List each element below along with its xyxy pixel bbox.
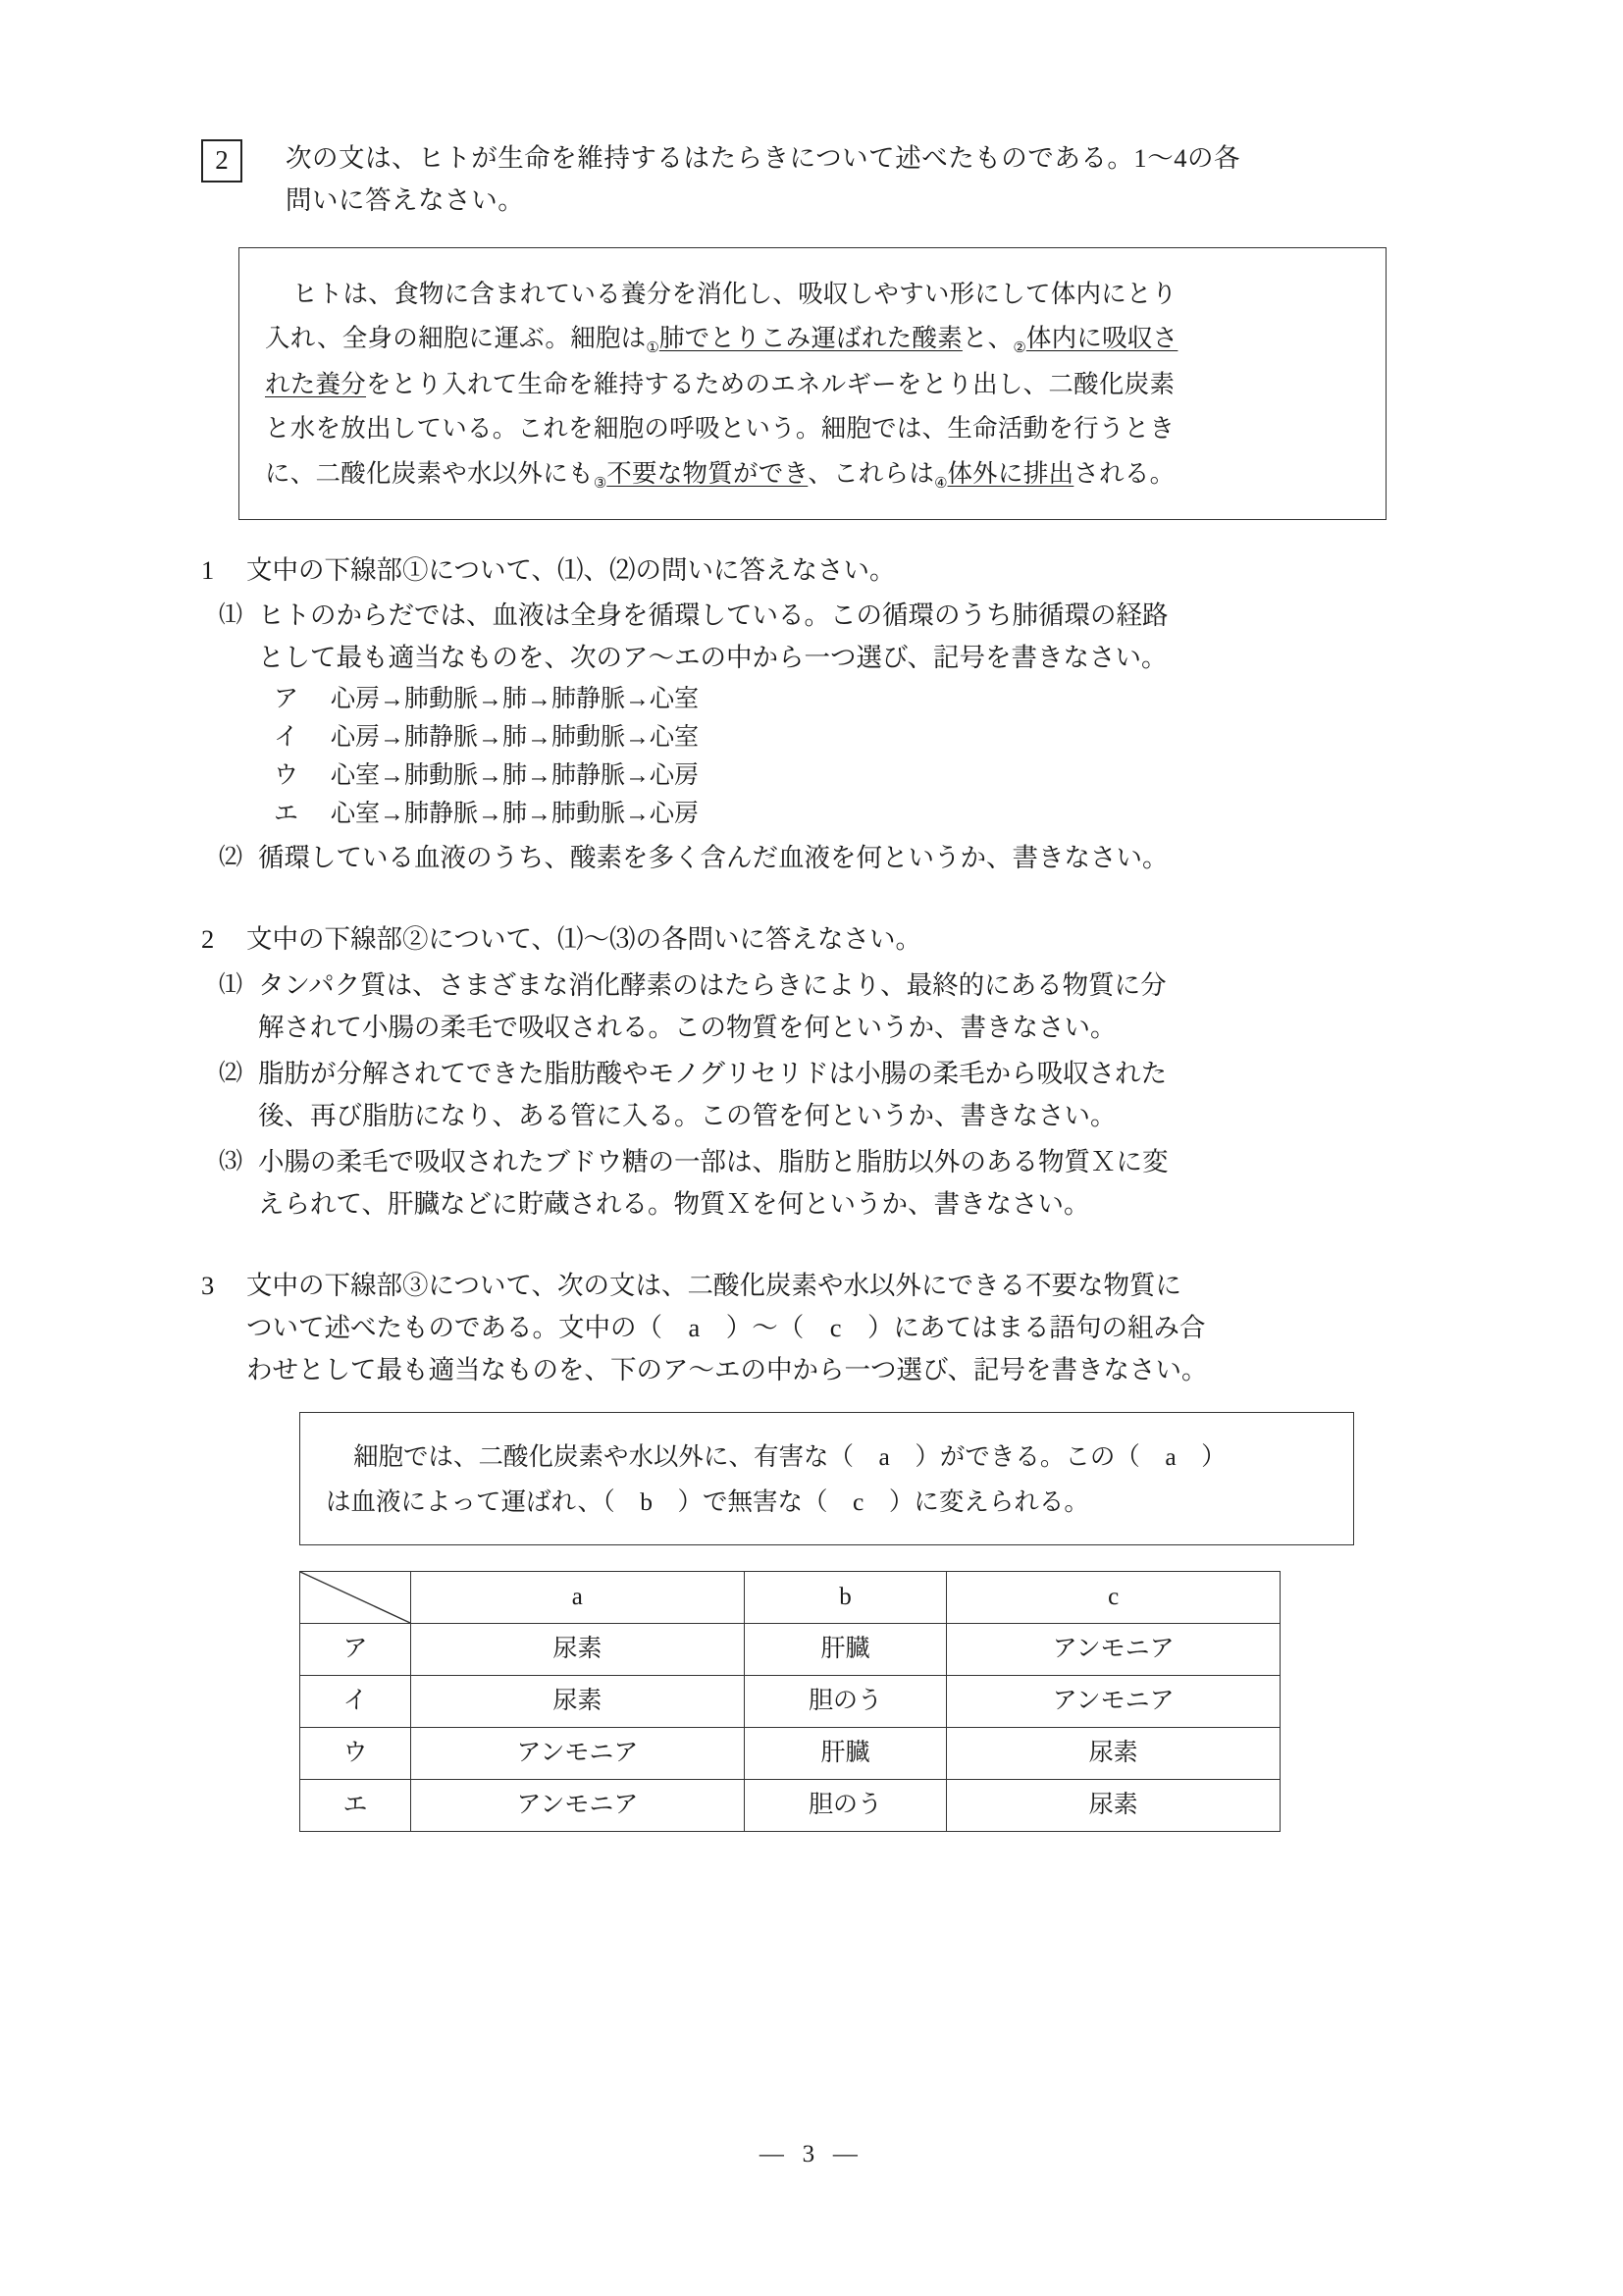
table-cell-b: 肝臓 xyxy=(744,1624,947,1676)
underline-marker-2: ② xyxy=(1013,340,1026,357)
question-2-sub-2-body xyxy=(258,1053,1447,1137)
underline-marker-3: ③ xyxy=(593,475,607,492)
question-2-sub-1 xyxy=(201,965,1447,1049)
passage-text: ヒトは、食物に含まれている養分を消化し、吸収しやすい形にして体内にとり xyxy=(292,279,1178,308)
choice-text: 心房→肺静脈→肺→肺動脈→心室 xyxy=(331,724,700,752)
question-2-sub-1-label: ⑴ xyxy=(219,972,242,999)
question-3-passage-line-1: 細胞では、二酸化炭素や水以外に、有害な（ a ）ができる。この（ a ） xyxy=(353,1442,1227,1472)
table-cell-b: 肝臓 xyxy=(744,1728,947,1780)
table-cell-a: アンモニア xyxy=(411,1728,745,1780)
question-1-sub-1 xyxy=(201,595,1447,679)
question-1-sub-2-label: ⑵ xyxy=(219,845,242,871)
question-2-stem: 文中の下線部②について、⑴～⑶の各問いに答えなさい。 xyxy=(246,924,921,955)
question-1-number: 1 xyxy=(201,554,215,585)
question-2-sub-3-body xyxy=(258,1141,1447,1226)
table-row[interactable] xyxy=(300,1624,1281,1676)
table-cell-c: 尿素 xyxy=(947,1780,1281,1832)
table-row-key: ア xyxy=(300,1624,411,1676)
question-2-sub-1-line-1: タンパク質は、さまざまな消化酵素のはたらきにより、最終的にある物質に分 xyxy=(258,970,1167,1001)
question-3-passage-line-2: は血液によって運ばれ、（ b ）で無害な（ c ）に変えられる。 xyxy=(326,1487,1089,1517)
passage-line-1 xyxy=(265,272,1360,316)
question-2-sub-3 xyxy=(201,1141,1447,1226)
question-2-sub-1-line-2: 解されて小腸の柔毛で吸収される。この物質を何というか、書きなさい。 xyxy=(258,1013,1117,1043)
question-intro-line-2: 問いに答えなさい。 xyxy=(286,184,525,215)
question-intro xyxy=(286,137,1240,222)
choice-option[interactable] xyxy=(274,681,1447,719)
table-row-key: ウ xyxy=(300,1728,411,1780)
question-1-sub-2 xyxy=(201,837,1447,879)
underline-marker-1: ① xyxy=(646,340,659,357)
table-header-b: b xyxy=(744,1572,947,1624)
table-row[interactable] xyxy=(300,1676,1281,1728)
passage-text: 入れ、全身の細胞に運ぶ。細胞は xyxy=(265,324,647,353)
question-2 xyxy=(201,918,1447,1225)
underlined-phrase-2b: れた養分 xyxy=(265,370,367,398)
question-1 xyxy=(201,549,1447,880)
table-cell-a: 尿素 xyxy=(411,1676,745,1728)
question-2-sub-2 xyxy=(201,1053,1447,1137)
question-1-stem: 文中の下線部①について、⑴、⑵の問いに答えなさい。 xyxy=(246,554,896,585)
question-2-sub-2-label: ⑵ xyxy=(219,1060,242,1086)
passage-text: と、 xyxy=(962,324,1014,353)
choice-text: 心室→肺静脈→肺→肺動脈→心房 xyxy=(331,800,700,827)
choice-text: 心室→肺動脈→肺→肺静脈→心房 xyxy=(331,761,700,789)
choice-text: 心房→肺動脈→肺→肺静脈→心室 xyxy=(331,686,700,713)
question-3-line-3: わせとして最も適当なものを、下のア～エの中から一つ選び、記号を書きなさい。 xyxy=(246,1354,1208,1384)
page-content xyxy=(201,137,1447,1832)
question-2-sub-3-label: ⑶ xyxy=(219,1148,242,1174)
passage-text: と水を放出している。これを細胞の呼吸という。細胞では、生命活動を行うとき xyxy=(265,414,1176,444)
question-2-sub-3-line-2: えられて、肝臓などに貯蔵される。物質Ｘを何というか、書きなさい。 xyxy=(258,1188,1090,1219)
question-2-number: 2 xyxy=(201,924,215,955)
table-row[interactable] xyxy=(300,1728,1281,1780)
answer-combination-table xyxy=(299,1571,1281,1832)
table-cell-a: アンモニア xyxy=(411,1780,745,1832)
choice-option[interactable] xyxy=(274,757,1447,796)
choice-option[interactable] xyxy=(274,796,1447,834)
passage-text: に、二酸化炭素や水以外にも xyxy=(265,458,594,488)
passage-line-5 xyxy=(265,451,1360,497)
table-corner-cell xyxy=(300,1572,411,1624)
question-3-line-2: ついて述べたものである。文中の（ a ）～（ c ）にあてはまる語句の組み合 xyxy=(246,1312,1206,1342)
underlined-phrase-4: 体外に排出 xyxy=(947,458,1074,488)
passage-box xyxy=(238,247,1387,520)
passage-text: される。 xyxy=(1073,458,1176,488)
table-cell-a: 尿素 xyxy=(411,1624,745,1676)
question-2-sub-2-line-1: 脂肪が分解されてできた脂肪酸やモノグリセリドは小腸の柔毛から吸収された xyxy=(258,1058,1168,1088)
page-footer: — 3 — xyxy=(759,2141,864,2167)
underlined-phrase-3: 不要な物質ができ xyxy=(606,458,809,488)
question-1-sub-1-label: ⑴ xyxy=(219,602,242,629)
table-row-key: イ xyxy=(300,1676,411,1728)
choice-key: イ xyxy=(274,724,299,752)
table-cell-b: 胆のう xyxy=(744,1780,947,1832)
question-2-sub-3-line-1: 小腸の柔毛で吸収されたブドウ糖の一部は、脂肪と脂肪以外のある物質Ｘに変 xyxy=(258,1146,1169,1176)
passage-line-2 xyxy=(265,316,1360,362)
underlined-phrase-1: 肺でとりこみ運ばれた酸素 xyxy=(658,324,963,353)
table-header-c: c xyxy=(947,1572,1281,1624)
question-heading xyxy=(201,137,1447,222)
table-cell-b: 胆のう xyxy=(744,1676,947,1728)
question-1-sub-1-line-1: ヒトのからだでは、血液は全身を循環している。この循環のうち肺循環の経路 xyxy=(258,600,1169,631)
question-3-header xyxy=(201,1265,1447,1391)
question-intro-line-1: 次の文は、ヒトが生命を維持するはたらきについて述べたものである。1～4の各 xyxy=(286,143,1241,173)
question-1-sub-2-body: 循環している血液のうち、酸素を多く含んだ血液を何というか、書きなさい。 xyxy=(258,843,1169,873)
choice-option[interactable] xyxy=(274,719,1447,757)
question-1-header xyxy=(201,549,1447,592)
question-3 xyxy=(201,1265,1447,1833)
table-cell-c: アンモニア xyxy=(947,1624,1281,1676)
passage-text: をとり入れて生命を維持するためのエネルギーをとり出し、二酸化炭素 xyxy=(366,370,1176,398)
question-1-sub-1-line-2: として最も適当なものを、次のア～エの中から一つ選び、記号を書きなさい。 xyxy=(258,643,1168,673)
question-3-stem xyxy=(246,1265,1447,1391)
question-2-header xyxy=(201,918,1447,961)
passage-line-4 xyxy=(265,406,1360,450)
question-1-choices xyxy=(201,681,1447,833)
table-cell-c: アンモニア xyxy=(947,1676,1281,1728)
question-number-box: 2 xyxy=(201,139,242,183)
question-3-passage-box xyxy=(299,1412,1354,1545)
question-2-sub-1-body xyxy=(258,965,1447,1049)
question-1-sub-1-body xyxy=(258,595,1447,679)
passage-text: 、これらは xyxy=(808,458,935,488)
choice-key: ウ xyxy=(274,761,299,789)
underline-marker-4: ④ xyxy=(934,475,948,492)
question-3-line-1: 文中の下線部③について、次の文は、二酸化炭素や水以外にできる不要な物質に xyxy=(246,1270,1181,1300)
question-2-sub-2-line-2: 後、再び脂肪になり、ある管に入る。この管を何というか、書きなさい。 xyxy=(258,1100,1117,1130)
choice-key: ア xyxy=(274,686,299,713)
table-row[interactable] xyxy=(300,1780,1281,1832)
table-cell-c: 尿素 xyxy=(947,1728,1281,1780)
table-header-a: a xyxy=(411,1572,745,1624)
diagonal-line-icon xyxy=(300,1572,410,1623)
table-header-row xyxy=(300,1572,1281,1624)
passage-line-3 xyxy=(265,362,1360,406)
question-3-number: 3 xyxy=(201,1270,215,1300)
underlined-phrase-2a: 体内に吸収さ xyxy=(1025,324,1178,353)
choice-key: エ xyxy=(274,800,299,827)
table-row-key: エ xyxy=(300,1780,411,1832)
